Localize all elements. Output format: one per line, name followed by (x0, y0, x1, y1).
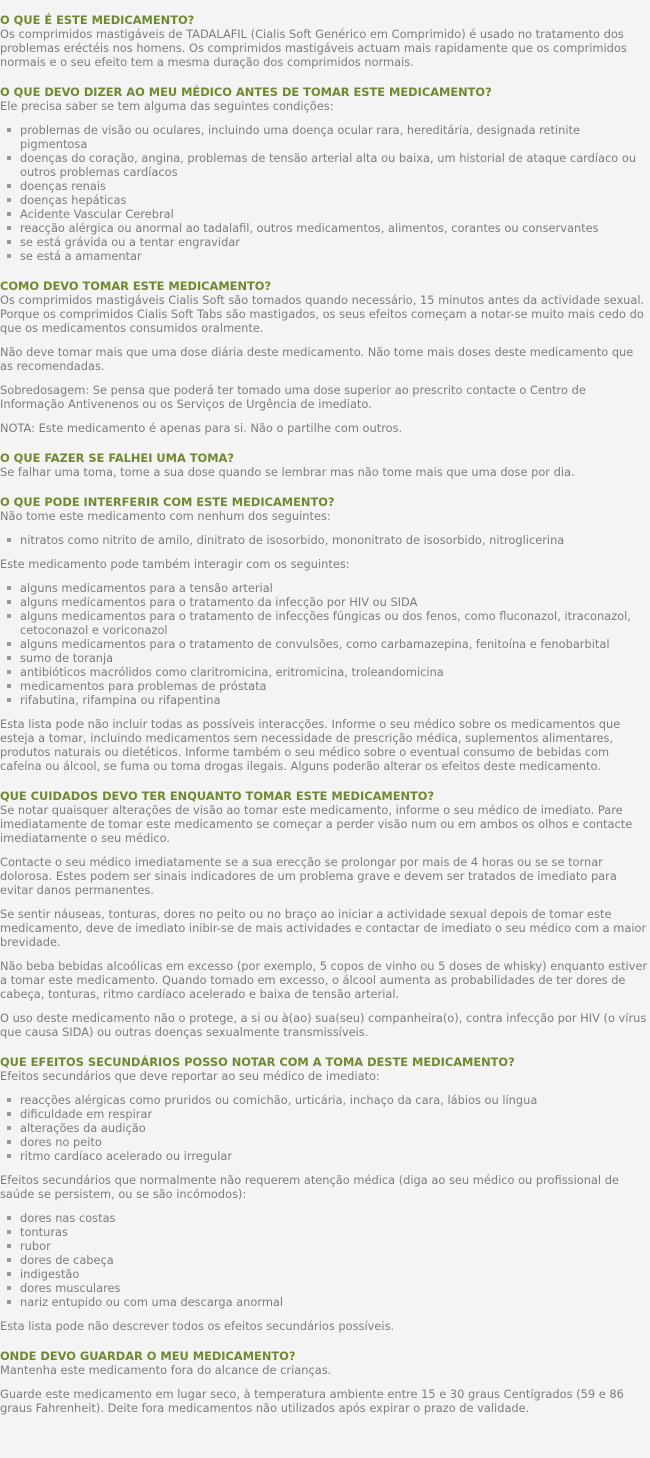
square-bullet-icon (7, 1272, 11, 1276)
list-item-text: alguns medicamentos para o tratamento de convulsões, como carbamazepina, fenitoína e fenobarbital (20, 637, 610, 651)
square-bullet-icon (7, 156, 11, 160)
paragraph: Esta lista pode não incluir todas as possíveis interacções. Informe o seu médico sobre os medicamentos que esteja a tomar, incluindo medicamentos sem necessidade de prescrição médica, suplementos alimentares, produtos naturais ou dietéticos. Informe também o seu médico sobre o eventual consumo de bebidas com cafeína ou álcool, se fuma ou toma drogas ilegais. Alguns poderão alterar os efeitos deste medicamento. (0, 717, 621, 773)
section-heading: ONDE DEVO GUARDAR O MEU MEDICAMENTO? (0, 1349, 296, 1363)
square-bullet-icon (7, 254, 11, 258)
section (0, 789, 648, 1039)
paragraph: NOTA: Este medicamento é apenas para si. Não o partilhe com outros. (0, 421, 403, 435)
list-item-text: dificuldade em respirar (20, 1107, 153, 1121)
list-item-text: se está grávida ou a tentar engravidar (20, 235, 240, 249)
square-bullet-icon (7, 586, 11, 590)
square-bullet-icon (7, 642, 11, 646)
list-item-text: antibióticos macrólidos como claritromicina, eritromicina, troleandomicina (20, 665, 444, 679)
list-item-text: tonturas (20, 1225, 68, 1239)
list-item-text: rifabutina, rifampina ou rifapentina (20, 693, 221, 707)
list-item (20, 1121, 648, 1135)
square-bullet-icon (7, 656, 11, 660)
list-item (20, 665, 648, 679)
paragraph: Efeitos secundários que deve reportar ao seu médico de imediato: (0, 1069, 380, 1083)
section (0, 279, 648, 435)
paragraph: Ele precisa saber se tem alguma das seguintes condições: (0, 99, 334, 113)
list-item-text: dores de cabeça (20, 1253, 114, 1267)
bullet-list (0, 1211, 648, 1309)
square-bullet-icon (7, 538, 11, 542)
list-item (20, 1253, 648, 1267)
paragraph: Não beba bebidas alcoólicas em excesso (por exemplo, 5 copos de vinho ou 5 doses de whisky) enquanto estiver a tomar este medicamento. Quando tomado em excesso, o álcool aumenta as probabilidades de ter dores de cabeça, tonturas, ritmo cardíaco acelerado e baixa de tensão arterial. (0, 959, 648, 1001)
square-bullet-icon (7, 684, 11, 688)
list-item (20, 193, 648, 207)
square-bullet-icon (7, 600, 11, 604)
list-item-text: alguns medicamentos para o tratamento de infecções fúngicas ou dos fenos, como fluconazol, itraconazol, cetoconazol e voriconazol (20, 609, 631, 637)
list-item (20, 235, 648, 249)
paragraph: Os comprimidos mastigáveis de TADALAFIL (Cialis Soft Genérico em Comprimido) é usado no tratamento dos problemas eréctéis nos homens. Os comprimidos mastigáveis actuam mais rapidamente que os comprimidos normais e o seu efeito tem a mesma duração dos comprimidos normais. (0, 27, 627, 69)
list-item (20, 123, 648, 151)
list-item-text: problemas de visão ou oculares, incluindo uma doença ocular rara, hereditária, designada retinite pigmentosa (20, 123, 580, 151)
list-item (20, 151, 648, 179)
square-bullet-icon (7, 1286, 11, 1290)
square-bullet-icon (7, 1112, 11, 1116)
list-item-text: alguns medicamentos para o tratamento da infecção por HIV ou SIDA (20, 595, 418, 609)
list-item (20, 1093, 648, 1107)
section-heading: O QUE DEVO DIZER AO MEU MÉDICO ANTES DE TOMAR ESTE MEDICAMENTO? (0, 85, 492, 99)
square-bullet-icon (7, 1216, 11, 1220)
list-item (20, 1225, 648, 1239)
section-heading: QUE EFEITOS SECUNDÁRIOS POSSO NOTAR COM A TOMA DESTE MEDICAMENTO? (0, 1055, 515, 1069)
paragraph: O uso deste medicamento não o protege, a si ou à(ao) sua(seu) companheira(o), contra infecção por HIV (o vírus que causa SIDA) ou outras doenças sexualmente transmissíveis. (0, 1011, 647, 1039)
square-bullet-icon (7, 1300, 11, 1304)
list-item (20, 1107, 648, 1121)
list-item-text: nariz entupido ou com uma descarga anormal (20, 1295, 284, 1309)
list-item (20, 609, 648, 637)
section (0, 1349, 648, 1415)
list-item-text: indigestão (20, 1267, 80, 1281)
paragraph: Sobredosagem: Se pensa que poderá ter tomado uma dose superior ao prescrito contacte o Centro de Informação Antivenenos ou os Serviços de Urgência de imediato. (0, 383, 586, 411)
list-item (20, 1281, 648, 1295)
bullet-list (0, 581, 648, 707)
paragraph: Não deve tomar mais que uma dose diária deste medicamento. Não tome mais doses deste medicamento que as recomendadas. (0, 345, 634, 373)
square-bullet-icon (7, 128, 11, 132)
list-item (20, 651, 648, 665)
list-item-text: se está a amamentar (20, 249, 142, 263)
square-bullet-icon (7, 1154, 11, 1158)
list-item (20, 595, 648, 609)
square-bullet-icon (7, 226, 11, 230)
list-item (20, 221, 648, 235)
list-item (20, 679, 648, 693)
section-heading: O QUE PODE INTERFERIR COM ESTE MEDICAMENTO? (0, 495, 335, 509)
section (0, 85, 648, 263)
list-item-text: ritmo cardíaco acelerado ou irregular (20, 1149, 233, 1163)
list-item (20, 1239, 648, 1253)
square-bullet-icon (7, 1126, 11, 1130)
list-item (20, 693, 648, 707)
section (0, 451, 648, 479)
square-bullet-icon (7, 198, 11, 202)
paragraph: Esta lista pode não descrever todos os efeitos secundários possíveis. (0, 1319, 395, 1333)
square-bullet-icon (7, 184, 11, 188)
list-item-text: reacção alérgica ou anormal ao tadalafil, outros medicamentos, alimentos, corantes ou conservantes (20, 221, 599, 235)
list-item (20, 1295, 648, 1309)
list-item (20, 1135, 648, 1149)
paragraph: Se falhar uma toma, tome a sua dose quando se lembrar mas não tome mais que uma dose por dia. (0, 465, 575, 479)
paragraph: Este medicamento pode também interagir com os seguintes: (0, 557, 350, 571)
section-heading: COMO DEVO TOMAR ESTE MEDICAMENTO? (0, 279, 272, 293)
list-item (20, 637, 648, 651)
square-bullet-icon (7, 1244, 11, 1248)
paragraph: Se sentir náuseas, tonturas, dores no peito ou no braço ao iniciar a actividade sexual depois de tomar este medicamento, deve de imediato inibir-se de mais actividades e contactar de imediato o seu médico com a maior brevidade. (0, 907, 647, 949)
list-item-text: alguns medicamentos para a tensão arterial (20, 581, 273, 595)
section-heading: O QUE FAZER SE FALHEI UMA TOMA? (0, 451, 234, 465)
list-item-text: dores musculares (20, 1281, 121, 1295)
list-item-text: doenças do coração, angina, problemas de tensão arterial alta ou baixa, um historial de ataque cardíaco ou outros problemas cardíacos (20, 151, 637, 179)
square-bullet-icon (7, 698, 11, 702)
section (0, 495, 648, 773)
square-bullet-icon (7, 1230, 11, 1234)
paragraph: Guarde este medicamento em lugar seco, à temperatura ambiente entre 15 e 30 graus Centígrados (59 e 86 graus Fahrenheit). Deite fora medicamentos não utilizados após expirar o prazo de validade. (0, 1387, 624, 1415)
list-item-text: Acidente Vascular Cerebral (20, 207, 174, 221)
square-bullet-icon (7, 212, 11, 216)
list-item-text: dores nas costas (20, 1211, 116, 1225)
square-bullet-icon (7, 240, 11, 244)
paragraph: Contacte o seu médico imediatamente se a sua erecção se prolongar por mais de 4 horas ou se se tornar dolorosa. Estes podem ser sinais indicadores de um problema grave e devem ser tratados de imediato para evitar danos permanentes. (0, 855, 617, 897)
square-bullet-icon (7, 1098, 11, 1102)
square-bullet-icon (7, 1140, 11, 1144)
square-bullet-icon (7, 614, 11, 618)
section-heading: O QUE É ESTE MEDICAMENTO? (0, 13, 195, 27)
list-item-text: dores no peito (20, 1135, 102, 1149)
list-item-text: medicamentos para problemas de próstata (20, 679, 267, 693)
bullet-list (0, 123, 648, 263)
paragraph: Não tome este medicamento com nenhum dos seguintes: (0, 509, 331, 523)
square-bullet-icon (7, 670, 11, 674)
list-item (20, 581, 648, 595)
list-item (20, 1149, 648, 1163)
list-item-text: sumo de toranja (20, 651, 114, 665)
list-item (20, 533, 648, 547)
section (0, 1055, 648, 1333)
list-item (20, 1267, 648, 1281)
bullet-list (0, 533, 648, 547)
square-bullet-icon (7, 1258, 11, 1262)
paragraph: Efeitos secundários que normalmente não requerem atenção médica (diga ao seu médico ou profissional de saúde se persistem, ou se são incómodos): (0, 1173, 619, 1201)
list-item-text: alterações da audição (20, 1121, 146, 1135)
paragraph: Mantenha este medicamento fora do alcance de crianças. (0, 1363, 332, 1377)
section-heading: QUE CUIDADOS DEVO TER ENQUANTO TOMAR ESTE MEDICAMENTO? (0, 789, 435, 803)
list-item-text: reacções alérgicas como pruridos ou comichão, urticária, inchaço da cara, lábios ou língua (20, 1093, 538, 1107)
list-item-text: doenças renais (20, 179, 106, 193)
bullet-list (0, 1093, 648, 1163)
list-item-text: nitratos como nitrito de amilo, dinitrato de isosorbido, mononitrato de isosorbido, nitroglicerina (20, 533, 565, 547)
list-item (20, 207, 648, 221)
list-item (20, 249, 648, 263)
list-item (20, 179, 648, 193)
paragraph: Os comprimidos mastigáveis Cialis Soft são tomados quando necessário, 15 minutos antes da actividade sexual. Porque os comprimidos Cialis Soft Tabs são mastigados, os seus efeitos começam a notar-se muito mais cedo do que os medicamentos consumidos oralmente. (0, 293, 645, 335)
list-item (20, 1211, 648, 1225)
section (0, 13, 648, 69)
list-item-text: rubor (20, 1239, 51, 1253)
list-item-text: doenças hepáticas (20, 193, 127, 207)
paragraph: Se notar quaisquer alterações de visão ao tomar este medicamento, informe o seu médico de imediato. Pare imediatamente de tomar este medicamento se começar a perder visão num ou em ambos os olhos e contacte imediatamente o seu médico. (0, 803, 633, 845)
